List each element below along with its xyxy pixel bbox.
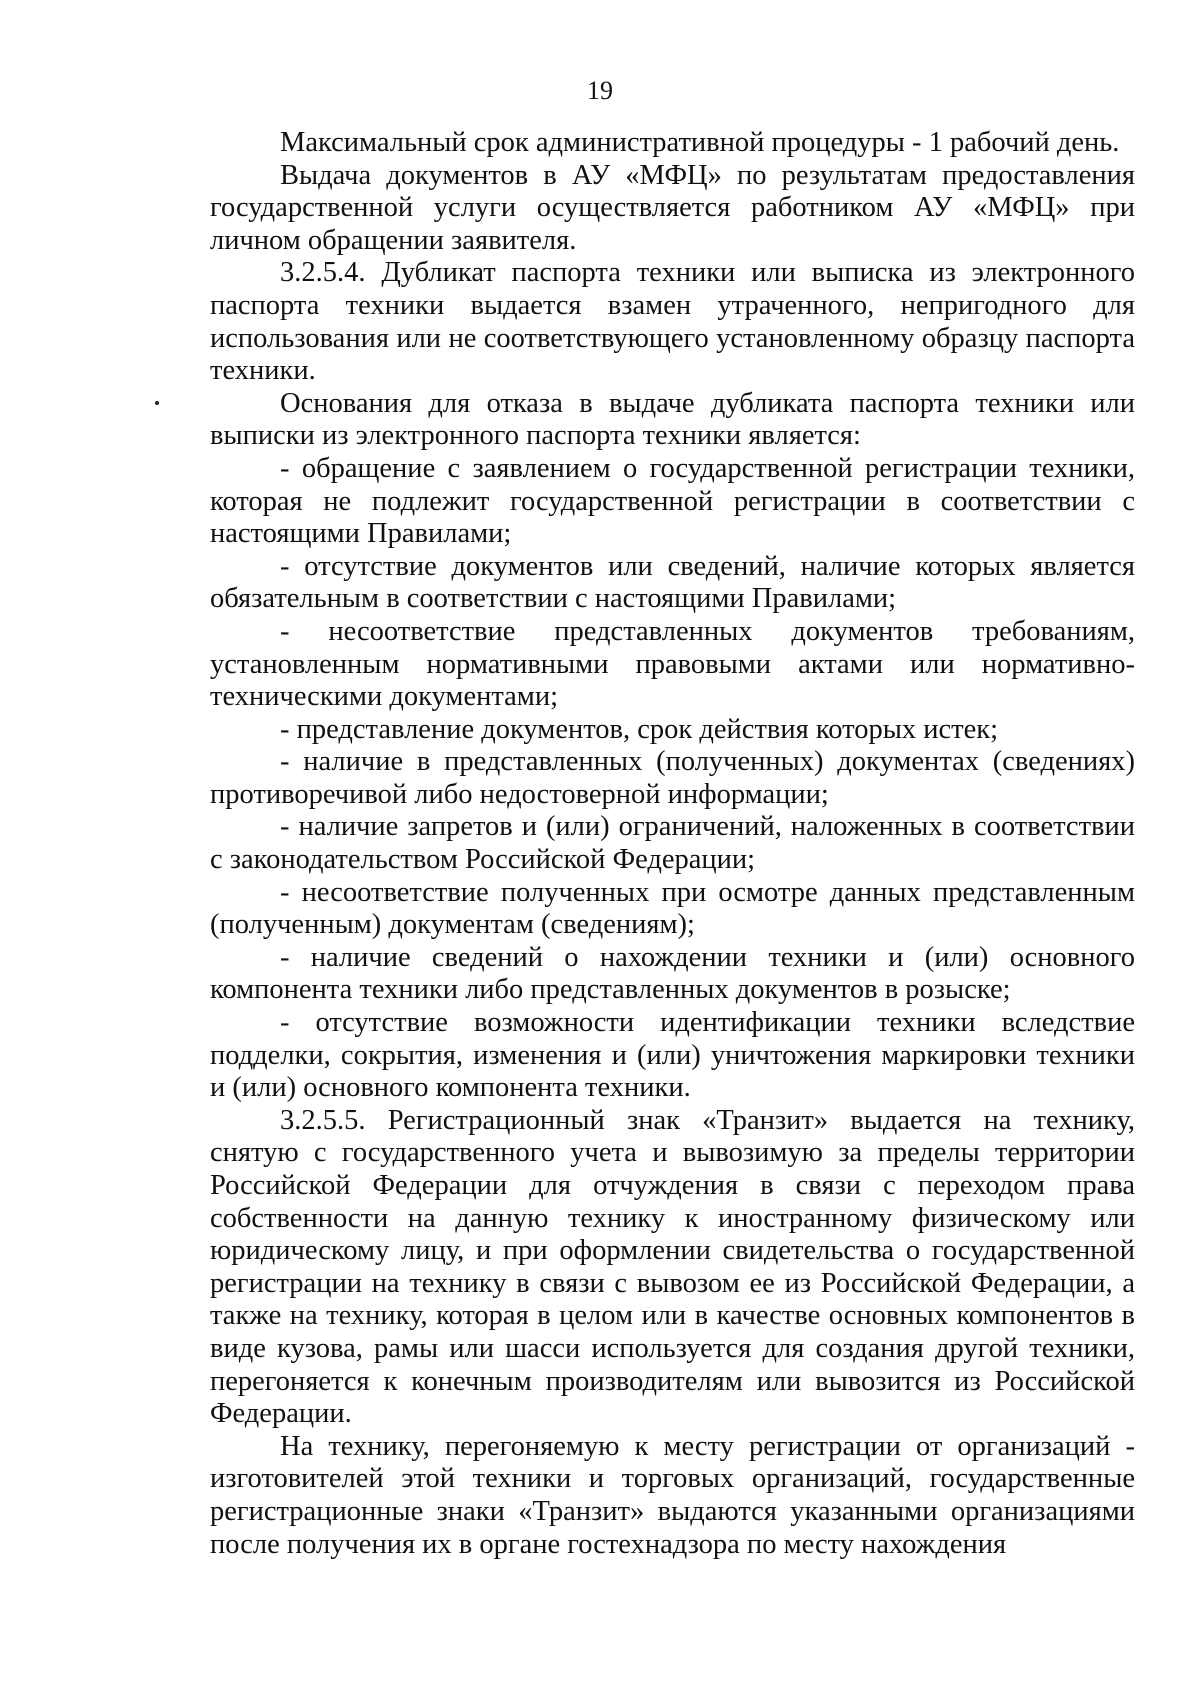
list-item-refusal-8: - наличие сведений о нахождении техники и (или) основного компонента техники либо представленных документов в розыске; xyxy=(210,941,1135,1006)
list-item-refusal-9: - отсутствие возможности идентификации техники вследствие подделки, сокрытия, изменения и (или) уничтожения маркировки техники и (или) основного компонента техники. xyxy=(210,1007,1135,1104)
scan-artifact-dot xyxy=(155,401,159,405)
page-number: 19 xyxy=(587,76,613,105)
document-body xyxy=(210,127,1135,1561)
list-item-refusal-3: - несоответствие представленных документов требованиям, установленным нормативными правовыми актами или нормативно-техническими документами; xyxy=(210,615,1135,713)
list-item-refusal-1: - обращение с заявлением о государственной регистрации техники, которая не подлежит государственной регистрации в соответствии с настоящими Правилами; xyxy=(210,452,1135,550)
paragraph-document-issue: Выдача документов в АУ «МФЦ» по результатам предоставления государственной услуги осуществляется работником АУ «МФЦ» при личном обращении заявителя. xyxy=(210,159,1135,256)
paragraph-refusal-grounds: Основания для отказа в выдаче дубликата паспорта техники или выписки из электронного паспорта техники является: xyxy=(210,387,1135,452)
paragraph-3-2-5-5: 3.2.5.5. Регистрационный знак «Транзит» выдается на технику, снятую с государственного учета и вывозимую за пределы территории Российской Федерации для отчуждения в связи с переходом права собственности на данную технику к иностранному физическому или юридическому лицу, и при оформлении свидетельства о государственной регистрации на технику в связи с вывозом ее из Российской Федерации, а также на технику, которая в целом или в качестве основных компонентов в виде кузова, рамы или шасси используется для создания другой техники, перегоняется к конечным производителям или вывозится из Российской Федерации. xyxy=(210,1104,1135,1430)
paragraph-procedure-term: Максимальный срок административной процедуры - 1 рабочий день. xyxy=(280,127,1120,158)
list-item-refusal-7: - несоответствие полученных при осмотре данных представленным (полученным) документам (сведениям); xyxy=(210,876,1135,941)
list-item-refusal-2: - отсутствие документов или сведений, наличие которых является обязательным в соответствии с настоящими Правилами; xyxy=(210,550,1135,615)
list-item-refusal-6: - наличие запретов и (или) ограничений, наложенных в соответствии с законодательством Российской Федерации; xyxy=(210,811,1135,876)
list-item-refusal-5: - наличие в представленных (полученных) документах (сведениях) противоречивой либо недостоверной информации; xyxy=(210,746,1135,810)
paragraph-3-2-5-4: 3.2.5.4. Дубликат паспорта техники или выписка из электронного паспорта техники выдается взамен утраченного, непригодного для использования или не соответствующего установленному образцу паспорта техники. xyxy=(210,257,1135,387)
paragraph-transit-plates: На технику, перегоняемую к месту регистрации от организаций - изготовителей этой техники и торговых организаций, государственные регистрационные знаки «Транзит» выдаются указанными организациями после получения их в органе гостехнадзора по месту нахождения xyxy=(210,1430,1135,1560)
list-item-refusal-4: - представление документов, срок действия которых истек; xyxy=(280,713,998,745)
